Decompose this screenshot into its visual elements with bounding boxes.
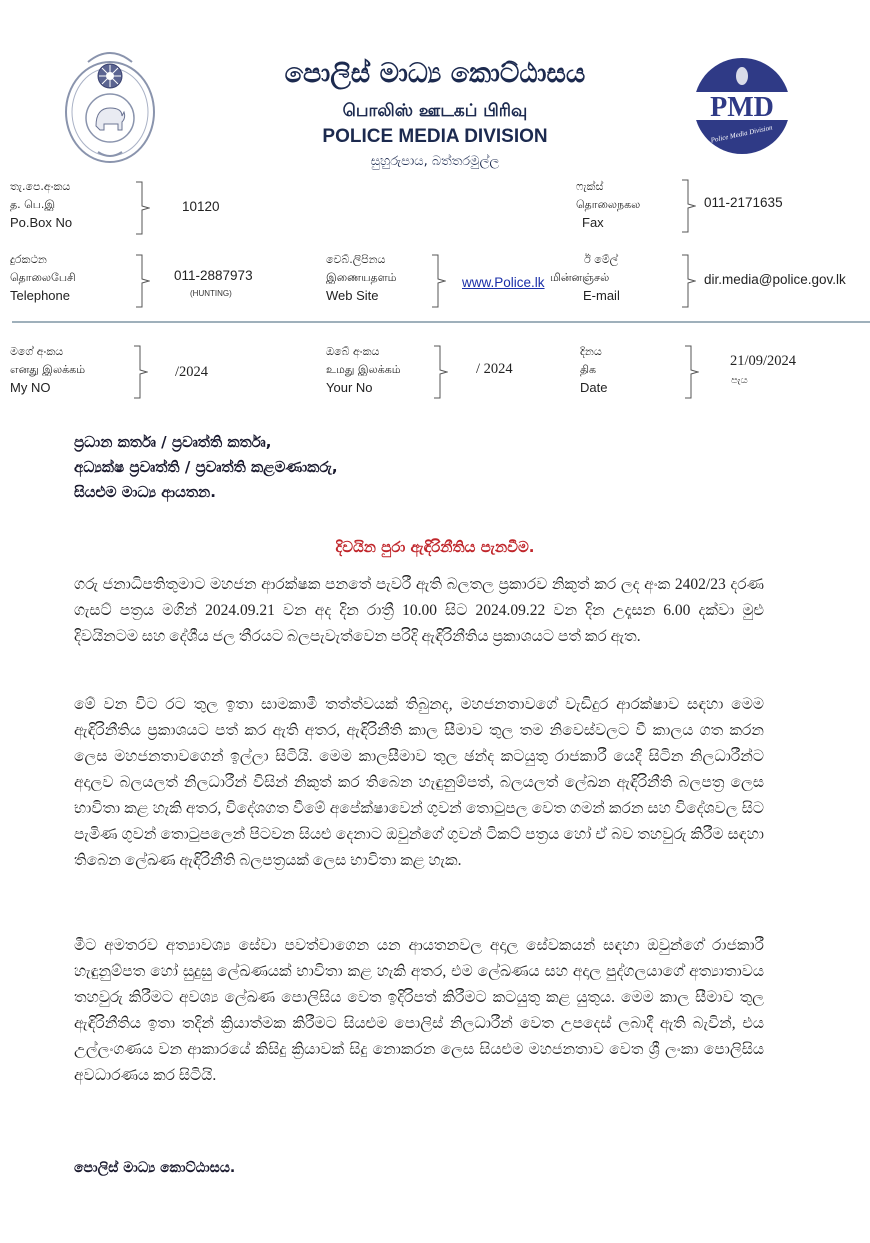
- signature: පොලිස් මාධ්‍ය කොට්ඨාසය.: [74, 1160, 236, 1176]
- website-link[interactable]: www.Police.lk: [462, 275, 545, 290]
- telephone-label-ta: தொலைபேசி: [10, 271, 76, 284]
- addressee-line: ප්‍රධාන කර්තෘ / ප්‍රවෘත්ති කර්තෘ,: [74, 433, 272, 451]
- your-no-value: / 2024: [476, 361, 513, 377]
- telephone-label: [10, 251, 76, 305]
- brace-icon: [134, 345, 148, 399]
- my-no-label: [10, 343, 85, 397]
- date-label: [580, 343, 607, 397]
- email-label: [550, 251, 620, 305]
- telephone-value: 011-2887973: [174, 268, 253, 283]
- address: සුහුරුපාය, බත්තරමුල්ල: [370, 154, 500, 169]
- your-no-label-ta: உமது இலக்கம்: [326, 363, 401, 376]
- brace-icon: [434, 345, 448, 399]
- date-label-en: Date: [580, 380, 608, 395]
- header-divider: [12, 321, 870, 323]
- date-label-si: දිනය: [580, 345, 602, 358]
- telephone-note: (HUNTING): [190, 289, 232, 298]
- date-label-ta: திக: [580, 363, 597, 376]
- my-no-label-ta: எனது இலக்கம்: [10, 363, 86, 376]
- title-tamil: பொலிஸ் ஊடகப் பிரிவு: [342, 101, 528, 121]
- subject-heading: දිවයින පුරා ඇඳිරිනීතිය පැනවීම.: [335, 538, 535, 556]
- pobox-label-si: තැ.පෙ.අංකය: [10, 180, 71, 193]
- body-paragraph: ගරු ජනාධිපතිතුමාට මහජන ආරක්ෂක පනතේ පැවරී ඇති බලතල ප්‍රකාරව නිකුත් කර ලද අංක 2402/23 දරණ ගැසට් පත්‍රය මගින් 2024.09.21 වන අද දින රාත්‍රී 10.00 සිට 2024.09.22 වන දින උදෑසන 6.00 දක්වා මුළු දිවයිනටම සහ දේශීය ජල තීරයට බලපැවැත්වෙන පරිදි ඇඳිරිනීතිය ප්‍රකාශයට පත් කර ඇත.: [74, 576, 764, 645]
- fax-value: 011-2171635: [704, 195, 783, 210]
- your-no-label: [326, 343, 401, 397]
- brace-icon: [685, 345, 699, 399]
- pmd-logo-subtext: Police Media Division: [709, 123, 774, 145]
- email-label-si: ඊ මේල්: [584, 253, 619, 266]
- fax-label: [576, 178, 640, 232]
- brace-icon: [682, 179, 696, 233]
- addressee-block: [74, 430, 338, 505]
- pobox-value: 10120: [182, 199, 220, 214]
- email-value: dir.media@police.gov.lk: [704, 272, 846, 287]
- website-label-si: වෙබ්.ලිපිනය: [326, 253, 386, 266]
- fax-label-en: Fax: [582, 215, 604, 230]
- fax-label-si: ෆැක්ස්: [576, 180, 604, 193]
- your-no-label-en: Your No: [326, 380, 373, 395]
- website-label-en: Web Site: [326, 288, 379, 303]
- telephone-label-en: Telephone: [10, 288, 70, 303]
- body-paragraph: මේ වන විට රට තුල ඉතා සාමකාමී තත්ත්වයක් තිබුනද, මහජනතාවගේ වැඩිදුර ආරක්ෂාව සඳහා මෙම ඇඳිරිනීතිය ප්‍රකාශයට පත් කර ඇති අතර, ඇඳිරිනීති කාල සීමාව තුල තම නිවෙස්වලට වී කාලය ගත කරන ලෙස මහජනතාවගෙන් ඉල්ලා සිටියි. මෙම කාලසීමාව තුල ඡන්ද කටයුතු රාජකාරී යෙදී සිටින නිලධාරීන්ට අදාලව බලයලත් නිලධාරීන් විසින් නිකුත් කර තිබෙන හැඳුනුම්පත්, බලයලත් ලේඛන ඇඳිරිනීති බලපත්‍ර ලෙස භාවිතා කළ හැකි අතර, විදේශගත වීමේ අපේක්ෂාවෙන් ගුවන් තොටුපල වෙත ගමන් කරන සහ විදේශවල සිට පැමිණ ගුවන් තොටුපලෙන් පිටවන සියළු දෙනාට ඔවුන්ගේ ගුවන් ටිකට් පත්‍රය හෝ ඒ බව තහවුරු කිරීම සඳහා තිබෙන ලේඛණ ඇඳිරිනීති බලපත්‍රයක් ලෙස භාවිතා කළ හැක.: [74, 696, 764, 869]
- title-sinhala: පොලිස් මාධ්‍ය කොට්ඨාසය: [284, 58, 586, 89]
- brace-icon: [136, 181, 150, 235]
- brace-icon: [682, 254, 696, 308]
- date-value: 21/09/2024: [730, 353, 797, 369]
- fax-label-ta: தொலைநகல: [576, 198, 641, 211]
- website-label: [326, 251, 396, 305]
- email-label-en: E-mail: [583, 288, 620, 303]
- my-no-label-si: මගේ අංකය: [10, 345, 64, 358]
- body-paragraph: මීට අමතරව අත්‍යාවශ්‍ය සේවා පවත්වාගෙන යන ආයතනවල අදාල සේවකයන් සඳහා ඔවුන්ගේ රාජකාරී හැඳුනුම්පත හෝ සුදුසු ලේඛණයක් භාවිතා කළ හැකි අතර, එම ලේඛණය සහ අදාල පුද්ගලයාගේ අත්‍යාතාවය තහවුරු කිරීමට අවශ්‍ය ලේඛණ පොලිසිය වෙත ඉදිරිපත් කිරීමට කටයුතු කළ යුතුය. මෙම කාල සීමාව තුල ඇඳිරිනීතිය ඉතා තදින් ක්‍රියාත්මක කිරීමට සියළුම පොලිස් නිලධාරීන් වෙත උපදෙස් ලබාදී ඇති බැවින්, එය උල්ලංගණය වන ආකාරයේ කිසිදු ක්‍රියාවක් සිදු නොකරන ලෙස සියළුම මහජනතාව වෙත ශ්‍රී ලංකා පොලිසිය අවධාරණය කර සිටියි.: [74, 937, 764, 1084]
- email-label-ta: மின்னஞ்சல்: [550, 271, 610, 284]
- date-note: පැය: [731, 375, 748, 386]
- your-no-label-si: ඔබේ අංකය: [326, 345, 380, 358]
- website-label-ta: இணையதளம்: [326, 271, 397, 284]
- pobox-label: [10, 178, 72, 232]
- pobox-label-en: Po.Box No: [10, 215, 73, 230]
- title-english: POLICE MEDIA DIVISION: [322, 126, 548, 147]
- my-no-label-en: My NO: [10, 380, 51, 395]
- pmd-logo-text: PMD: [710, 92, 774, 123]
- addressee-line: අධ්‍යක්ෂ ප්‍රවෘත්ති / ප්‍රවෘත්ති කළමණාකරු,: [74, 458, 338, 476]
- telephone-label-si: දුරකථන: [10, 253, 47, 266]
- my-no-value: /2024: [175, 364, 209, 380]
- pobox-label-ta: த. பெ.இ: [10, 198, 56, 211]
- addressee-line: සියළුම මාධ්‍ය ආයතන.: [74, 483, 216, 501]
- brace-icon: [432, 254, 446, 308]
- brace-icon: [136, 254, 150, 308]
